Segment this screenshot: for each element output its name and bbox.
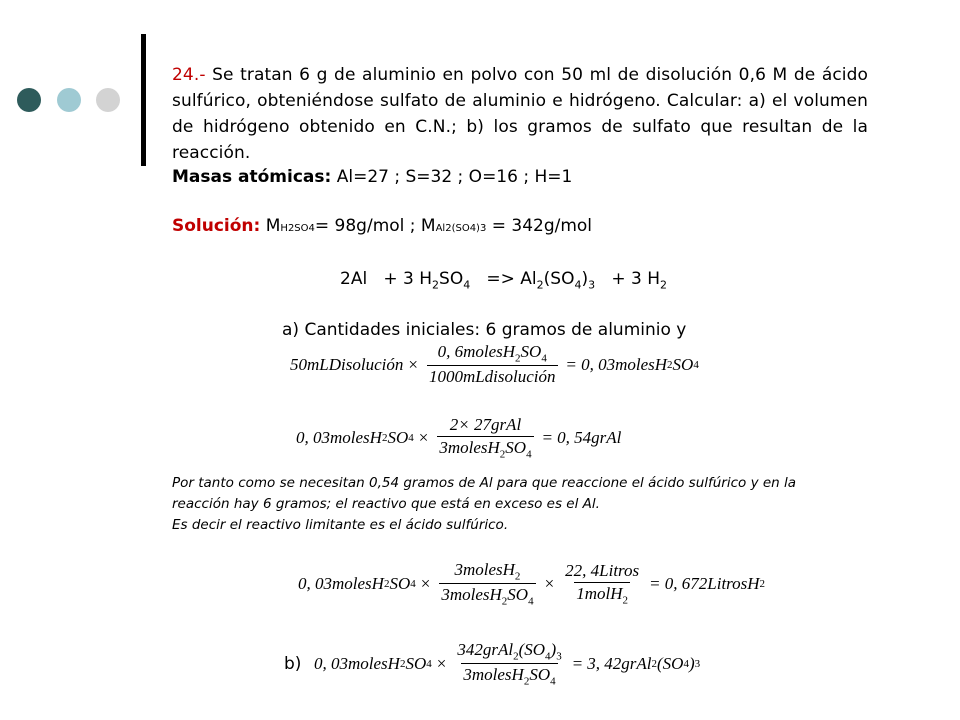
decor-dot-dark [17, 88, 41, 112]
solution-label: Solución: [172, 216, 261, 236]
decor-dot-light [57, 88, 81, 112]
molar-mass-al2so43: MAl2(SO4)3 = 342g/mol [420, 216, 593, 236]
explanation-line-1: Por tanto como se necesitan 0,54 gramos de Al para que reaccione el ácido sulfúrico y en la [172, 475, 797, 491]
problem-number: 24.- [172, 65, 206, 85]
equation-3: 0, 03molesH 2 SO 4 × $\frac{3molesH_2}{3molesH_2SO_4}$ × $\frac{\text{22, 4Litros}}{1molH_2}$ = 0, 672LitrosH 2 [298, 560, 766, 608]
solution-header [172, 215, 592, 240]
equation-2: 0, 03molesH 2 SO 4 × $\frac{\text{2× 27grAl}}{3molesH_2SO_4}$ = 0, 54grAl [296, 415, 622, 461]
atomic-masses [172, 166, 572, 188]
molar-mass-h2so4: MH2SO4= 98g/mol ; [265, 216, 421, 236]
equation-1: 50mLDisolución × $\frac{0, 6molesH_2SO_4}{\text{1000mLdisolución}}$ = 0, 03molesH 2 SO 4 [290, 342, 699, 387]
problem-text: Se tratan 6 g de aluminio en polvo con 50 ml de disolución 0,6 M de ácido sulfúrico, obteniéndose sulfato de aluminio e hidrógeno. Calcular: a) el volumen de hidrógeno obtenido en C.N.; b) los gramos de sulfato que resultan de la reacción. [172, 65, 868, 163]
part-b-label: b) [284, 654, 302, 674]
explanation-line-3: Es decir el reactivo limitante es el ácido sulfúrico. [172, 517, 509, 533]
explanation-line-2: reacción hay 6 gramos; el reactivo que está en exceso es el Al. [172, 496, 600, 512]
explanation-paragraph [172, 473, 872, 536]
chemical-reaction: 2Al + 3 $H_2SO_4 => Al_2(SO_4)_3 + 3$ $H_2$ [340, 269, 667, 292]
atomic-masses-label: Masas atómicas: [172, 167, 332, 187]
part-a-heading: a) Cantidades iniciales: 6 gramos de aluminio y [282, 320, 687, 340]
equation-4: 0, 03molesH 2 SO 4 × $\frac{342grAl_2(SO_4)_3}{3molesH_2SO_4}$ = 3, 42grAl 2 (SO 4 ) 3 [314, 640, 701, 688]
atomic-masses-values: Al=27 ; S=32 ; O=16 ; H=1 [336, 167, 573, 187]
problem-statement [172, 62, 868, 166]
decor-vertical-bar [141, 34, 146, 166]
decor-dot-gray [96, 88, 120, 112]
